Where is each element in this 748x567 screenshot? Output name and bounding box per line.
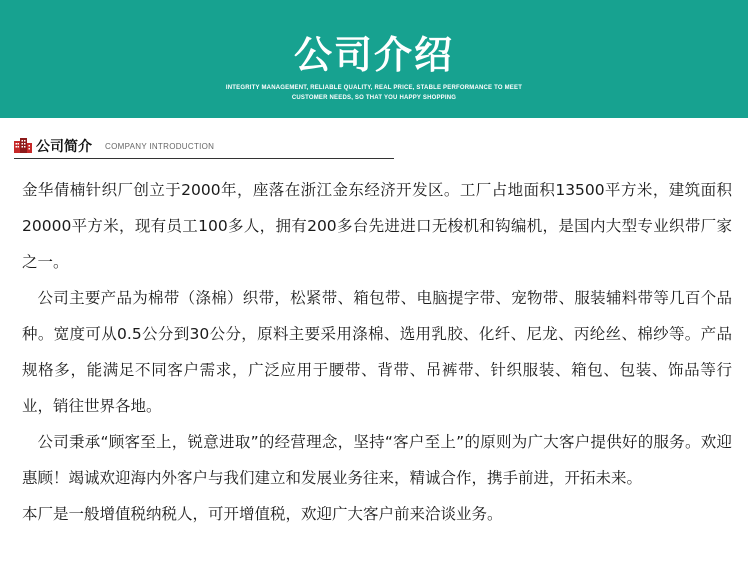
banner-subtitle-line2: CUSTOMER NEEDS, SO THAT YOU HAPPY SHOPPING: [291, 95, 457, 101]
banner-title: 公司介绍: [293, 33, 454, 77]
section-title: 公司简介: [36, 139, 92, 155]
section-divider: [14, 158, 394, 159]
section-subtitle: COMPANY INTRODUCTION: [105, 142, 215, 151]
intro-text: [22, 172, 732, 532]
banner-subtitle-line1: INTEGRITY MANAGEMENT, RELIABLE QUALITY, REAL PRICE, STABLE PERFORMANCE TO MEET: [225, 85, 523, 91]
paragraph-tax: 本厂是一般增值税纳税人，可开增值税，欢迎广大客户前来洽谈业务。: [22, 505, 503, 523]
header-banner: [0, 0, 748, 118]
paragraph-history: 金华倩楠针织厂创立于2000年，座落在浙江金东经济开发区。工厂占地面积13500平方米，建筑面积20000平方米，现有员工100多人，拥有200多台先进进口无梭机和钩编机，是国内大型专业织带厂家之一。: [22, 181, 732, 271]
paragraph-philosophy: 公司秉承“顾客至上，锐意进取”的经营理念，坚持“客户至上”的原则为广大客户提供好的服务。欢迎惠顾！竭诚欢迎海内外客户与我们建立和发展业务往来，精诚合作，携手前进，开拓未来。: [22, 433, 732, 487]
building-icon: [14, 138, 32, 153]
paragraph-products: 公司主要产品为棉带（涤棉）织带，松紧带、箱包带、电脑提字带、宠物带、服装辅料带等几百个品种。宽度可从0.5公分到30公分，原料主要采用涤棉、选用乳胶、化纤、尼龙、丙纶丝、棉纱等。产品规格多，能满足不同客户需求，广泛应用于腰带、背带、吊裤带、针织服装、箱包、包装、饰品等行业，销往世界各地。: [22, 289, 732, 415]
section-header: [14, 134, 394, 160]
